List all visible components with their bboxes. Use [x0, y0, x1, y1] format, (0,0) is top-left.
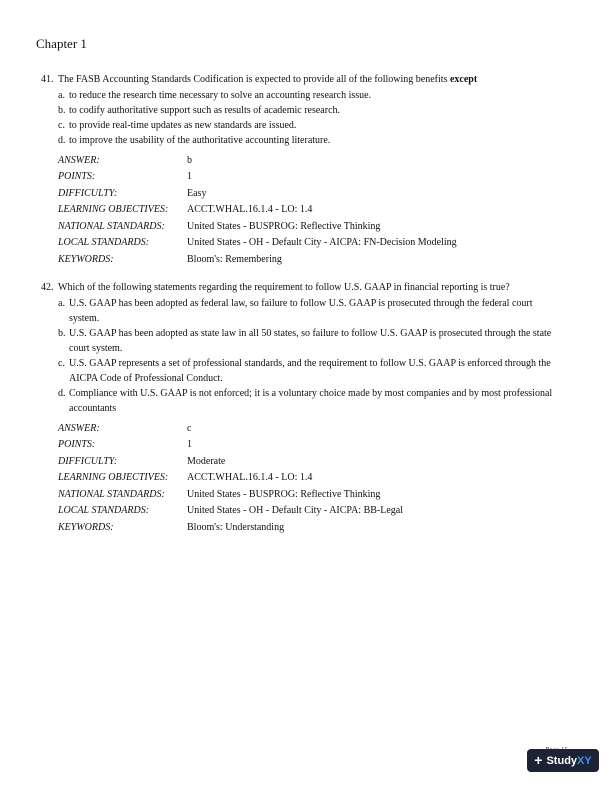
meta-row-keywords	[58, 520, 562, 537]
meta-row-points	[58, 169, 562, 186]
meta-row-national-standards	[58, 219, 562, 236]
meta-key: NATIONAL STANDARDS:	[58, 220, 165, 232]
badge-logo-text	[546, 755, 591, 767]
option-c	[58, 118, 562, 133]
meta-key: LOCAL STANDARDS:	[58, 237, 150, 248]
meta-key: LOCAL STANDARDS:	[58, 505, 150, 516]
meta-value: c	[187, 422, 192, 434]
meta-key: KEYWORDS:	[58, 253, 114, 265]
question-stem	[41, 72, 562, 88]
meta-row-difficulty	[58, 186, 562, 203]
option-letter: d.	[58, 134, 66, 146]
question-number: 41.	[41, 74, 54, 85]
badge-accent-text: XY	[577, 754, 592, 767]
option-text: to reduce the research time necessary to solve an accounting research issue.	[69, 89, 372, 101]
meta-key: KEYWORDS:	[58, 521, 114, 533]
option-b	[58, 103, 562, 118]
meta-row-national-standards	[58, 487, 562, 504]
option-d	[58, 386, 562, 416]
meta-key: POINTS:	[58, 171, 96, 182]
option-letter: b.	[58, 104, 66, 116]
option-b	[58, 326, 562, 356]
meta-value: ACCT.WHAL.16.1.4 - LO: 1.4	[187, 204, 313, 215]
meta-value: United States - BUSPROG: Reflective Thinking	[187, 488, 381, 500]
meta-value: 1	[187, 171, 192, 182]
meta-value: b	[187, 154, 192, 166]
meta-key: LEARNING OBJECTIVES:	[58, 204, 169, 215]
chapter-heading: Chapter 1	[36, 36, 87, 51]
question-42	[41, 280, 562, 536]
answer-options	[58, 88, 562, 148]
option-letter: b.	[58, 327, 66, 339]
option-text: to improve the usability of the authoritative accounting literature.	[69, 134, 331, 146]
meta-value: Bloom's: Remembering	[187, 253, 282, 265]
option-c	[58, 356, 562, 386]
meta-key: POINTS:	[58, 439, 96, 450]
question-number: 42.	[41, 282, 54, 293]
option-text: U.S. GAAP has been adopted as state law in all 50 states, so failure to follow U.S. GAAP is prosecuted through the state court system.	[69, 327, 552, 354]
meta-key: ANSWER:	[58, 154, 100, 166]
option-text: U.S. GAAP has been adopted as federal law, so failure to follow U.S. GAAP is prosecuted through the federal court system.	[69, 297, 533, 324]
meta-row-learning-objectives	[58, 470, 562, 487]
meta-row-keywords	[58, 252, 562, 269]
meta-row-learning-objectives	[58, 202, 562, 219]
answer-metadata	[58, 153, 562, 269]
option-a	[58, 88, 562, 103]
question-stem	[41, 280, 562, 296]
studyxy-badge[interactable]	[527, 749, 599, 772]
option-letter: d.	[58, 387, 66, 399]
option-text: U.S. GAAP represents a set of professional standards, and the requirement to follow U.S. GAAP is enforced through the AICPA Code of Professional Conduct.	[69, 357, 551, 384]
meta-value: United States - OH - Default City - AICPA: BB-Legal	[187, 505, 403, 516]
meta-value: United States - OH - Default City - AICPA: FN-Decision Modeling	[187, 237, 457, 248]
meta-value: Moderate	[187, 455, 226, 467]
meta-value: 1	[187, 439, 192, 450]
option-d	[58, 133, 562, 148]
option-letter: c.	[58, 119, 65, 131]
question-41	[41, 72, 562, 268]
option-a	[58, 296, 562, 326]
meta-row-local-standards	[58, 503, 562, 520]
meta-value: ACCT.WHAL.16.1.4 - LO: 1.4	[187, 472, 313, 483]
option-text: to codify authoritative support such as results of academic research.	[69, 104, 341, 116]
meta-row-points	[58, 437, 562, 454]
meta-key: DIFFICULTY:	[58, 455, 118, 467]
meta-key: ANSWER:	[58, 422, 100, 434]
option-letter: a.	[58, 297, 65, 309]
question-text: Which of the following statements regarding the requirement to follow U.S. GAAP in financial reporting is true?	[58, 282, 510, 293]
option-letter: a.	[58, 89, 65, 101]
meta-value: United States - BUSPROG: Reflective Thinking	[187, 220, 381, 232]
meta-row-answer	[58, 421, 562, 438]
meta-key: DIFFICULTY:	[58, 187, 118, 199]
meta-row-answer	[58, 153, 562, 170]
meta-value: Bloom's: Understanding	[187, 521, 285, 533]
answer-options	[58, 296, 562, 416]
question-emphasis: except	[449, 74, 478, 85]
plus-icon: +	[534, 752, 543, 768]
option-text: Compliance with U.S. GAAP is not enforced; it is a voluntary choice made by most companies and by most professional accountants	[69, 387, 553, 414]
meta-key: LEARNING OBJECTIVES:	[58, 472, 169, 483]
option-letter: c.	[58, 357, 65, 369]
badge-text: Study	[546, 754, 578, 767]
meta-row-difficulty	[58, 454, 562, 471]
meta-row-local-standards	[58, 235, 562, 252]
option-text: to provide real-time updates as new standards are issued.	[69, 119, 297, 131]
answer-metadata	[58, 421, 562, 537]
meta-value: Easy	[187, 187, 207, 199]
question-text: The FASB Accounting Standards Codification is expected to provide all of the following benefits	[58, 74, 448, 85]
meta-key: NATIONAL STANDARDS:	[58, 488, 165, 500]
